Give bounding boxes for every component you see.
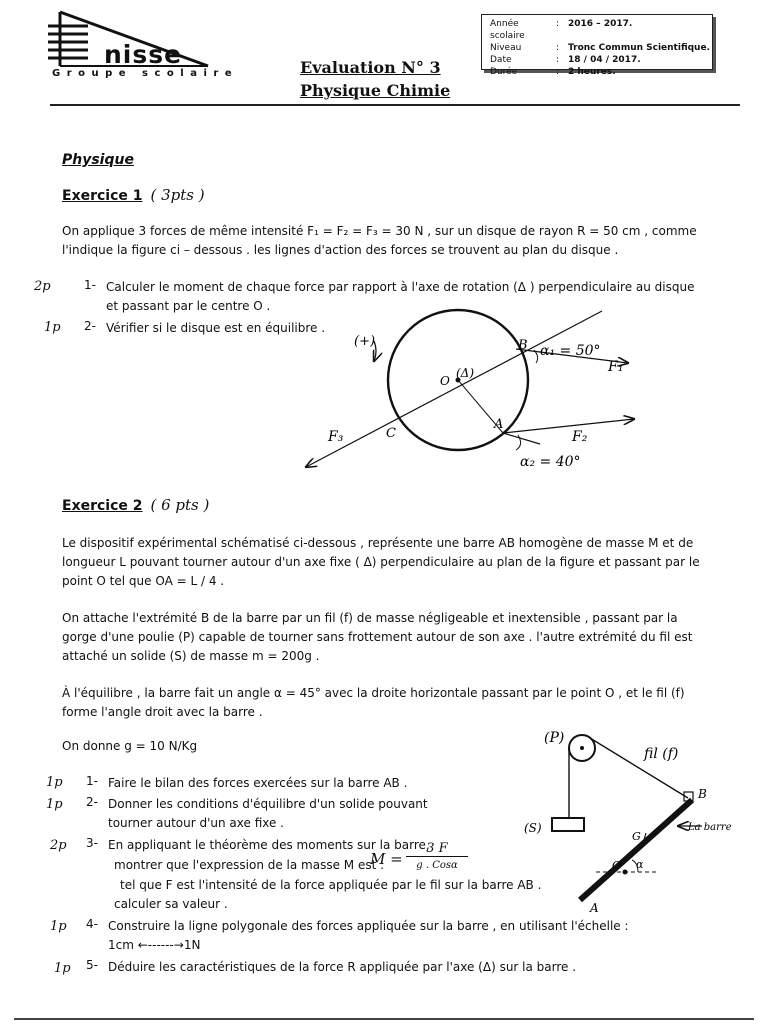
page-subtitle: Physique Chimie xyxy=(300,81,451,100)
info-row-date: Date : 18 / 04 / 2017. xyxy=(490,55,641,65)
bar-ab xyxy=(580,800,692,900)
exercise-1-title: Exercice 1 ( 3pts ) xyxy=(62,186,205,204)
formula-denominator: g . Cosα xyxy=(416,860,458,871)
line-of-action-f3 xyxy=(306,311,602,467)
rotation-sign: (+) xyxy=(354,334,376,349)
point-label-b2: B xyxy=(698,787,707,801)
ex2-q3-line1: En appliquant le théorème des moments sur la barre, xyxy=(108,838,430,852)
ex2-q2-points: 1p xyxy=(46,797,63,812)
ex2-q2-text: Donner les conditions d'équilibre d'un solide pouvant tourner autour d'un axe fixe . xyxy=(108,797,428,830)
info-row-duration: Durée : 2 heures. xyxy=(490,67,616,77)
exercise-1-intro: On applique 3 forces de même intensité F₁ = F₂ = F₃ = 30 N , sur un disque de rayon R = 50 cm , comme l'indique la figure ci – dessous . les lignes d'action des forces se trouvent au plan du disque . xyxy=(62,224,697,257)
force-label-f3: F₃ xyxy=(328,429,344,445)
page-bottom-edge xyxy=(14,1018,754,1020)
radial-ref-a xyxy=(503,433,540,444)
solid-s-block xyxy=(552,818,584,831)
point-label-b: B xyxy=(518,338,528,353)
ex2-q3-line4: calculer sa valeur . xyxy=(114,897,228,911)
solid-label: (S) xyxy=(524,821,542,835)
string-label: fil (f) xyxy=(644,746,679,762)
point-label-c: C xyxy=(386,426,396,441)
ex2-q4-scale: 1cm ←------→1N xyxy=(108,938,201,952)
ex2-q5-text: Déduire les caractéristiques de la force R appliquée par l'axe (Δ) sur la barre . xyxy=(108,960,577,974)
logo-subtitle: Groupe scolaire xyxy=(52,68,239,79)
ex2-q4-line1: Construire la ligne polygonale des forces appliquée sur la barre , en utilisant l'échelle : xyxy=(108,919,629,933)
bar-label: La barre xyxy=(688,822,732,833)
angle-alpha2-label: α₂ = 40° xyxy=(520,454,581,470)
ex2-q4-number: 4- xyxy=(86,917,98,931)
q1-text: Calculer le moment de chaque force par rapport à l'axe de rotation (Δ ) perpendiculaire au disque et passant par le centre O . xyxy=(106,280,695,313)
ex2-q3-number: 3- xyxy=(86,836,98,850)
bar-pulley-figure xyxy=(510,722,750,917)
exercise-2-points: ( 6 pts ) xyxy=(150,496,210,514)
point-label-g: G xyxy=(632,830,641,843)
ex2-q3-points: 2p xyxy=(50,838,67,853)
q2-points: 1p xyxy=(44,320,61,335)
ex2-q1-text: Faire le bilan des forces exercées sur la barre AB . xyxy=(108,776,408,790)
force-f2-arrow xyxy=(503,419,634,433)
pulley-label: (P) xyxy=(544,730,565,746)
point-label-o2: O xyxy=(612,859,622,872)
section-title: Physique xyxy=(62,152,134,168)
angle-alpha1-label: α₁ = 50° xyxy=(540,343,601,359)
exercise-2-paragraph-1: Le dispositif expérimental schématisé ci-dessous , représente une barre AB homogène de masse M et de longueur L pouvant tourner autour d'un axe fixe ( Δ) perpendiculaire au plan de la figure et passant par le point O tel que OA = L / 4 . xyxy=(62,536,700,588)
q1-number: 1- xyxy=(84,278,96,292)
formula-numerator: 3 F xyxy=(406,841,468,857)
ex2-q5-points: 1p xyxy=(54,961,71,976)
ex2-q4-points: 1p xyxy=(50,919,67,934)
ex2-q1-number: 1- xyxy=(86,774,98,788)
point-label-a2: A xyxy=(590,901,599,915)
pulley-axis xyxy=(580,746,584,750)
axis-label-delta: (Δ) xyxy=(456,366,475,380)
angle-alpha-label: α xyxy=(636,858,644,871)
exercise-2-paragraph-3: À l'équilibre , la barre fait un angle α = 45° avec la droite horizontale passant par le point O , et le fil (f) forme l'angle droit avec la barre . xyxy=(62,686,685,719)
logo-name: nisse xyxy=(104,40,183,69)
exercise-2-paragraph-2: On attache l'extrémité B de la barre par un fil (f) de masse négligeable et inextensible , passant par la gorge d'une poulie (P) capable de tourner sans frottement autour de son axe . l'autre extrémité du fil est attaché un solide (S) de masse m = 200g . xyxy=(62,611,693,663)
ex2-q3-line2: montrer que l'expression de la masse M est : xyxy=(114,858,385,872)
q1-points: 2p xyxy=(34,279,51,294)
page-title: Evaluation N° 3 xyxy=(300,58,441,77)
exercise-1-points: ( 3pts ) xyxy=(150,186,205,204)
info-row-level: Niveau : Tronc Commun Scientifique. xyxy=(490,43,710,53)
pivot-o xyxy=(623,870,628,875)
ex2-q2-number: 2- xyxy=(86,795,98,809)
header-divider xyxy=(50,104,740,106)
point-label-a: A xyxy=(494,417,504,432)
q2-number: 2- xyxy=(84,319,96,333)
formula-m-label: M = xyxy=(370,850,403,868)
force-label-f2: F₂ xyxy=(572,429,588,445)
exam-info-box xyxy=(481,14,713,77)
force-label-f1: F₁ xyxy=(608,359,624,375)
given-g: On donne g = 10 N/Kg xyxy=(62,739,198,753)
ex2-q1-points: 1p xyxy=(46,775,63,790)
center-label-o: O xyxy=(440,374,450,388)
ex2-q3-line3: tel que F est l'intensité de la force appliquée par le fil sur la barre AB . xyxy=(120,878,542,892)
exercise-2-title: Exercice 2 ( 6 pts ) xyxy=(62,496,210,514)
q2-text: Vérifier si le disque est en équilibre . xyxy=(106,321,326,335)
disk-figure xyxy=(290,305,660,485)
info-row-year: Année scolaire : 2016 – 2017. xyxy=(490,19,633,41)
ex2-q5-number: 5- xyxy=(86,958,98,972)
